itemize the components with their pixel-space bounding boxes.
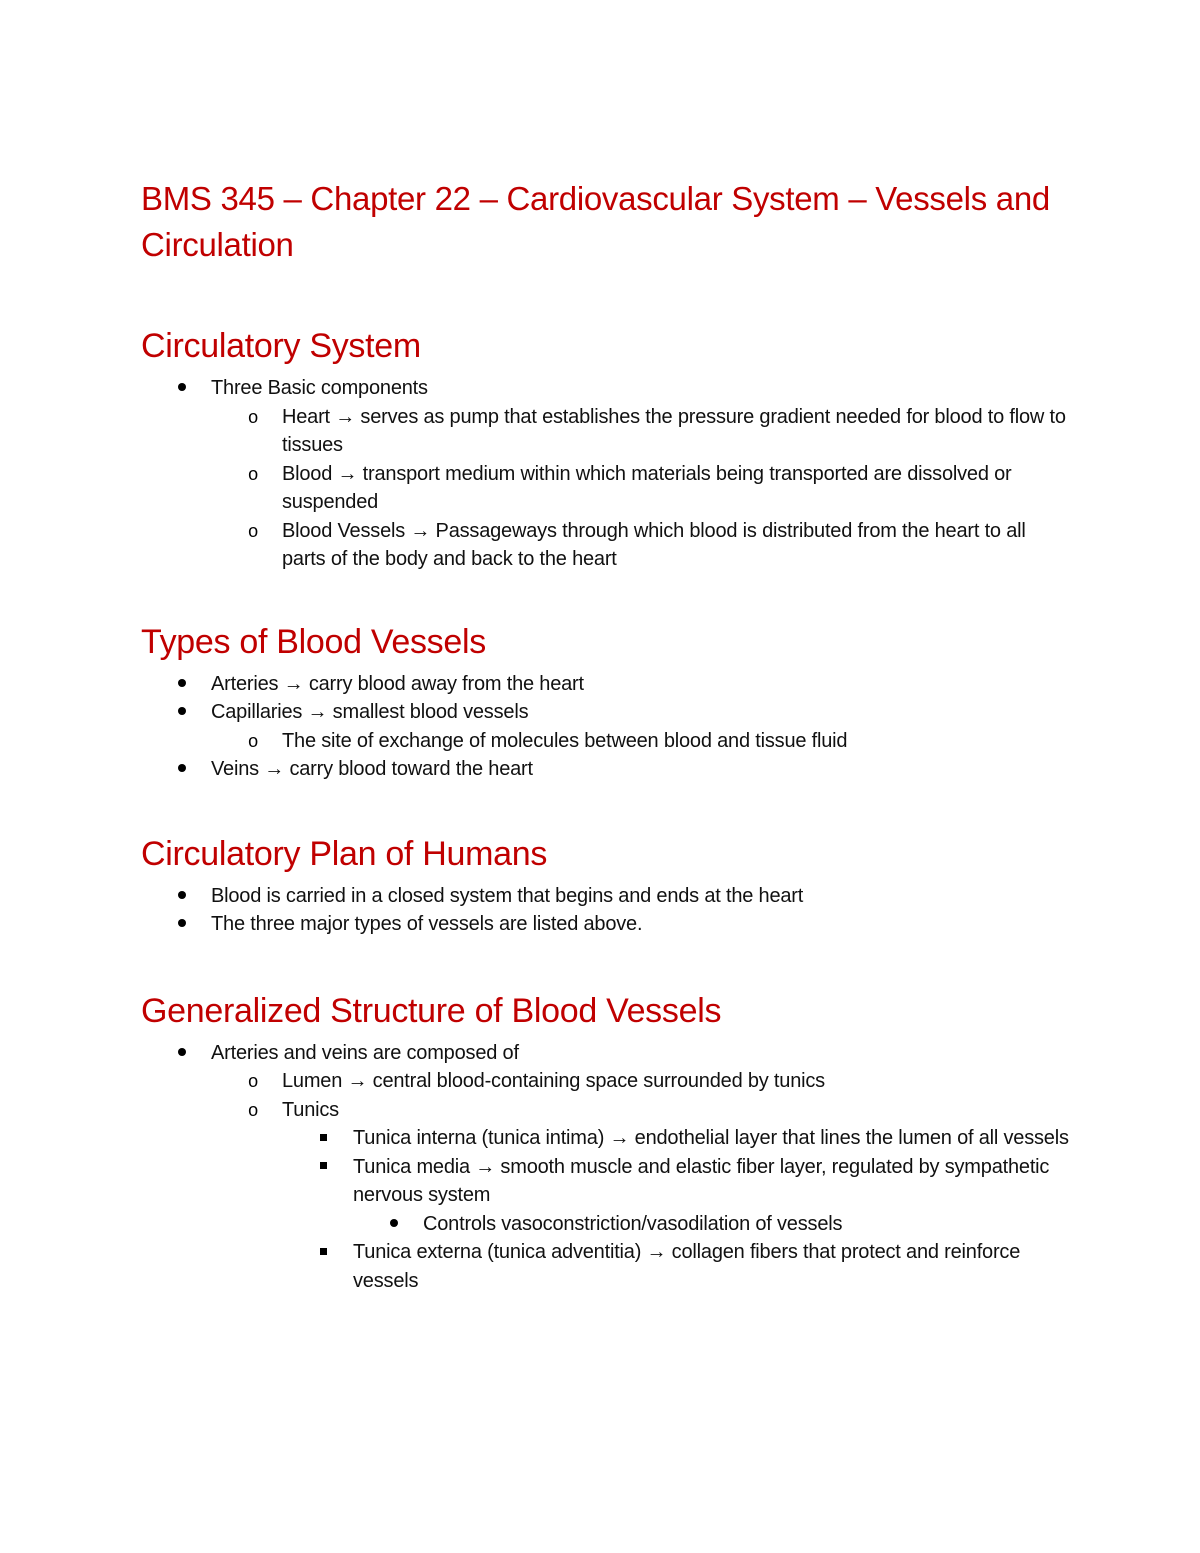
list-item: o Heart → serves as pump that establishes the pressure gradient needed for blood to flow to tissues bbox=[141, 403, 1071, 460]
bullet-dot-icon bbox=[172, 1039, 192, 1068]
section-heading: Types of Blood Vessels bbox=[141, 622, 486, 661]
bullet-dot-icon bbox=[172, 670, 192, 699]
document-title: BMS 345 – Chapter 22 – Cardiovascular System – Vessels and Circulation bbox=[141, 180, 1050, 263]
section-heading: Generalized Structure of Blood Vessels bbox=[141, 991, 722, 1030]
list-item: Tunica interna (tunica intima) → endothelial layer that lines the lumen of all vessels bbox=[141, 1124, 1071, 1153]
list-item: The three major types of vessels are listed above. bbox=[141, 910, 1071, 939]
bullet-square-icon bbox=[313, 1153, 333, 1182]
section-heading: Circulatory Plan of Humans bbox=[141, 834, 548, 873]
list-item: Capillaries → smallest blood vessels bbox=[141, 698, 1071, 727]
list-item: Arteries → carry blood away from the heart bbox=[141, 670, 1071, 699]
bullet-dot-icon bbox=[172, 698, 192, 727]
section-types-of-blood-vessels bbox=[141, 622, 1071, 784]
bullet-circle-icon: o bbox=[248, 730, 258, 751]
bullet-list bbox=[141, 1039, 1071, 1296]
bullet-dot-icon bbox=[172, 374, 192, 403]
bullet-list bbox=[141, 670, 1071, 784]
list-item: Three Basic components bbox=[141, 374, 1071, 403]
list-item: Blood is carried in a closed system that begins and ends at the heart bbox=[141, 882, 1071, 911]
section-heading: Circulatory System bbox=[141, 327, 421, 365]
bullet-list bbox=[141, 374, 1071, 574]
section-circulatory-system bbox=[141, 326, 1071, 574]
bullet-square-icon bbox=[313, 1124, 333, 1153]
bullet-dot-icon bbox=[172, 755, 192, 784]
list-item: o Tunics bbox=[141, 1096, 1071, 1125]
bullet-square-icon bbox=[313, 1238, 333, 1267]
section-circulatory-plan bbox=[141, 834, 1071, 939]
bullet-circle-icon: o bbox=[248, 406, 258, 427]
list-item: o The site of exchange of molecules between blood and tissue fluid bbox=[141, 727, 1071, 756]
list-item: Arteries and veins are composed of bbox=[141, 1039, 1071, 1068]
section-generalized-structure bbox=[141, 991, 1071, 1296]
list-item: Tunica externa (tunica adventitia) → collagen fibers that protect and reinforce vessels bbox=[141, 1238, 1071, 1295]
list-item: Controls vasoconstriction/vasodilation of vessels bbox=[141, 1210, 1071, 1239]
bullet-dot-icon bbox=[172, 882, 192, 911]
bullet-circle-icon: o bbox=[248, 1071, 258, 1091]
list-item: Veins → carry blood toward the heart bbox=[141, 755, 1071, 784]
list-item: Tunica media → smooth muscle and elastic fiber layer, regulated by sympathetic nervous system bbox=[141, 1153, 1071, 1210]
list-item: o Blood Vessels → Passageways through which blood is distributed from the heart to all parts of the body and back to the heart bbox=[141, 517, 1071, 574]
document-page bbox=[141, 176, 1071, 1295]
bullet-dot-icon bbox=[172, 910, 192, 939]
bullet-dot-icon bbox=[384, 1210, 404, 1239]
bullet-circle-icon: o bbox=[248, 520, 258, 541]
bullet-circle-icon: o bbox=[248, 1099, 258, 1120]
bullet-circle-icon: o bbox=[248, 463, 258, 484]
list-item: o Lumen → central blood-containing space surrounded by tunics bbox=[141, 1067, 1071, 1096]
list-item: o Blood → transport medium within which materials being transported are dissolved or suspended bbox=[141, 460, 1071, 517]
bullet-list bbox=[141, 882, 1071, 939]
